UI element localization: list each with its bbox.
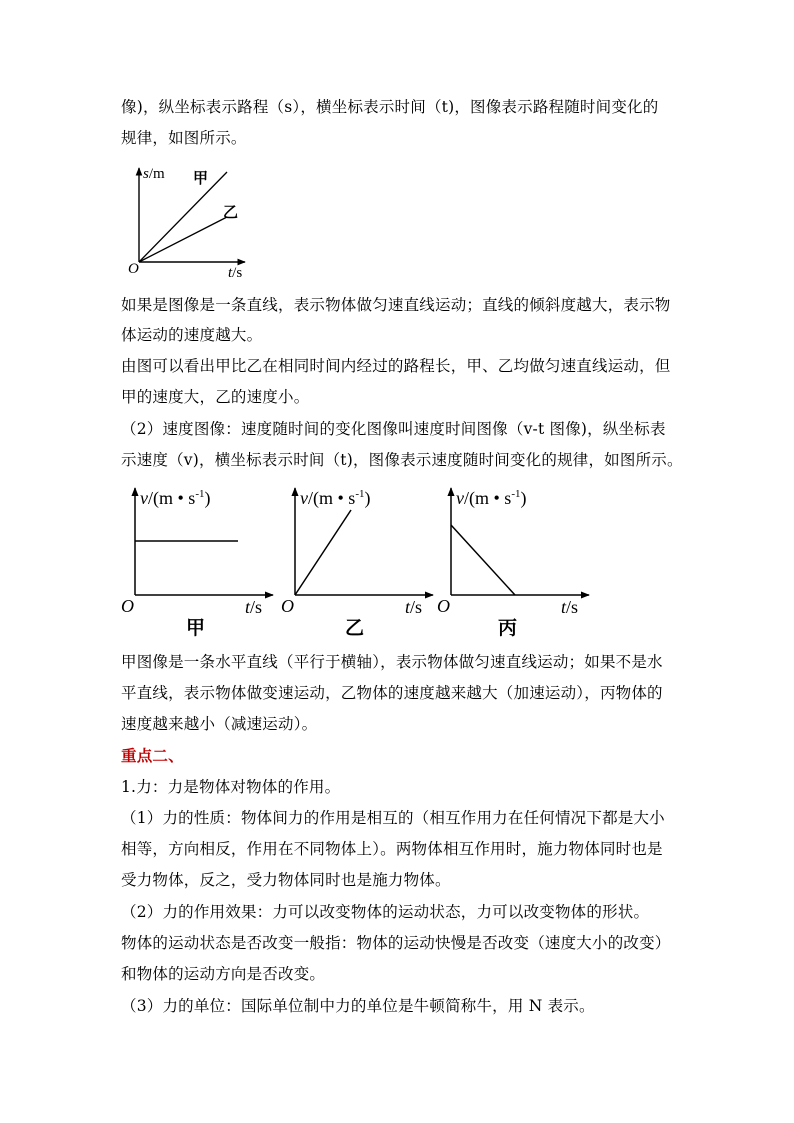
text-line: （2）力的作用效果：力可以改变物体的运动状态，力可以改变物体的形状。 <box>121 903 650 921</box>
series-line-yi <box>139 217 227 262</box>
origin-label: O <box>128 261 139 277</box>
text-line: 甲的速度大，乙的速度小。 <box>121 388 310 406</box>
text-line: 平直线，表示物体做变速运动，乙物体的速度越来越大（加速运动），丙物体的 <box>121 684 663 702</box>
text-line: 示速度（v)，横坐标表示时间（t)，图像表示速度随时间变化的规律，如图所示。 <box>121 451 683 469</box>
text-line: （3）力的单位：国际单位制中力的单位是牛顿简称牛，用 N 表示。 <box>121 997 595 1015</box>
st-graph <box>120 160 260 282</box>
y-axis-label: v/(m • $s^{-1}$) <box>140 488 211 508</box>
x-axis-label: t/s <box>561 597 579 617</box>
origin-label: O <box>437 596 450 616</box>
series-label-yi: 乙 <box>223 205 239 221</box>
x-axis-label: t/s <box>245 597 263 617</box>
text-line: （1）力的性质：物体间力的作用是相互的（相互作用力在任何情况下都是大小 <box>121 809 665 827</box>
text-line: 甲图像是一条水平直线（平行于横轴），表示物体做匀速直线运动；如果不是水 <box>121 653 663 671</box>
origin-label: O <box>121 596 134 616</box>
y-axis-label: v/(m • $s^{-1}$) <box>300 488 371 508</box>
text-line: 由图可以看出甲比乙在相同时间内经过的路程长，甲、乙均做匀速直线运动，但 <box>121 357 671 375</box>
graph-caption: 甲 <box>186 618 206 639</box>
text-line: 物体的运动状态是否改变一般指：物体的运动快慢是否改变（速度大小的改变） <box>121 934 671 952</box>
text-line: 1.力：力是物体对物体的作用。 <box>121 778 341 796</box>
series-label-jia: 甲 <box>193 171 209 187</box>
text-line: 体运动的速度越大。 <box>121 326 263 344</box>
text-line: 和物体的运动方向是否改变。 <box>121 965 326 983</box>
vt-line <box>451 525 515 595</box>
vt-line <box>295 510 351 595</box>
series-line-jia <box>139 172 227 262</box>
y-axis-label: s/m <box>143 166 165 182</box>
text-line: 如果是图像是一条直线，表示物体做匀速直线运动；直线的倾斜度越大，表示物 <box>121 296 671 314</box>
text-line: 受力物体，反之，受力物体同时也是施力物体。 <box>121 871 451 889</box>
graph-caption: 丙 <box>498 618 518 639</box>
y-axis-label: v/(m • $s^{-1}$) <box>456 488 527 508</box>
graph-caption: 乙 <box>345 618 365 639</box>
text-line: 规律，如图所示。 <box>121 129 247 147</box>
text-line: 相等，方向相反，作用在不同物体上）。两物体相互作用时，施力物体同时也是 <box>121 840 663 858</box>
vt-graph-yi <box>278 482 438 642</box>
text-line: （2）速度图像：速度随时间的变化图像叫速度时间图像（v-t 图像)，纵坐标表 <box>121 420 666 438</box>
text-line: 像)，纵坐标表示路程（s），横坐标表示时间（t)，图像表示路程随时间变化的 <box>121 98 659 116</box>
x-axis-label: t/s <box>405 597 423 617</box>
origin-label: O <box>281 596 294 616</box>
section-heading: 重点二、 <box>121 746 184 765</box>
text-line: 速度越来越小（减速运动）。 <box>121 715 318 733</box>
vt-graph-jia <box>118 482 278 642</box>
vt-graph-bing <box>434 482 594 642</box>
x-axis-label: t/s <box>228 265 243 281</box>
